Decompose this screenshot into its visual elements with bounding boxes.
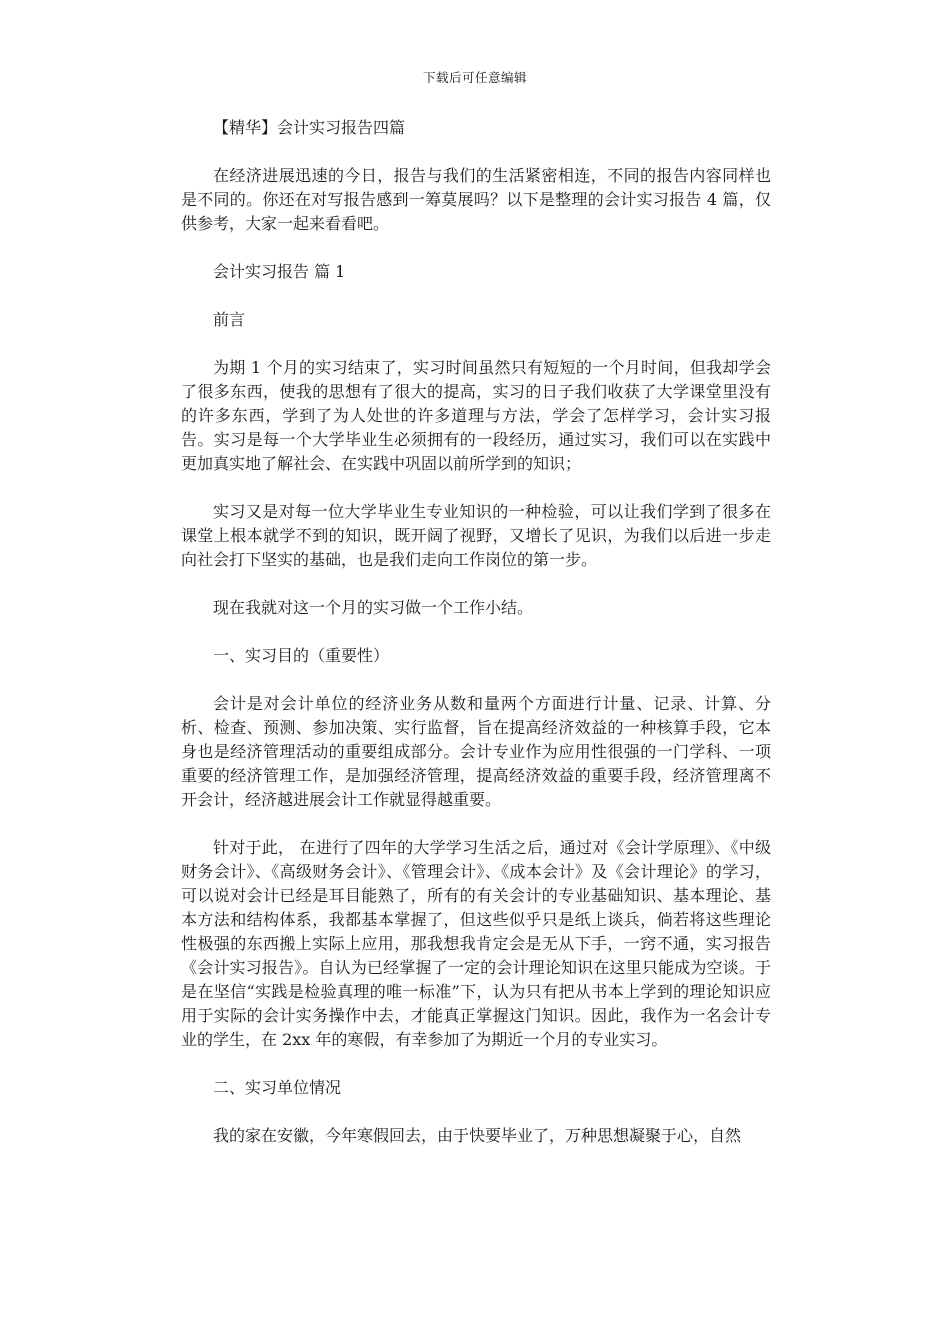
section-heading-unit: 二、实习单位情况 — [213, 1078, 342, 1097]
paragraph-unit-1: 我的家在安徽，今年寒假回去，由于快要毕业了，万种思想凝聚于心，自然 — [213, 1126, 742, 1145]
page-header-note: 下载后可任意编辑 — [422, 70, 527, 85]
paragraph-preface-1: 为期 1 个月的实习结束了，实习时间虽然只有短短的一个月时间，但我却学会了很多东西，使我的思想有了很大的提高，实习的日子我们收获了大学课堂里没有的许多东西，学到了为人处世的许多道理与方法，学会了怎样学习，会计实习报告。实习是每一个大学毕业生必须拥有的一段经历，通过实习，我们可以在实践中更加真实地了解社会、在实践中巩固以前所学到的知识； — [181, 358, 771, 473]
section-heading-preface: 前言 — [213, 310, 246, 329]
document-title: 【精华】会计实习报告四篇 — [213, 118, 406, 137]
section-heading-purpose: 一、实习目的（重要性） — [213, 646, 390, 665]
document-body — [181, 116, 771, 1172]
section-heading-report-1: 会计实习报告 篇 1 — [213, 262, 346, 281]
paragraph-purpose-2: 针对于此， 在进行了四年的大学学习生活之后，通过对《会计学原理》、《中级财务会计》、《高级财务会计》、《管理会计》、《成本会计》及《会计理论》的学习，可以说对会计已经是耳目能熟了，所有的有关会计的专业基础知识、基本理论、基本方法和结构体系，我都基本掌握了，但这些似乎只是纸上谈兵，倘若将这些理论性极强的东西搬上实际上应用，那我想我肯定会是无从下手，一窍不通，实习报告《会计实习报告》。自认为已经掌握了一定的会计理论知识在这里只能成为空谈。于是在坚信“实践是检验真理的唯一标准”下，认为只有把从书本上学到的理论知识应用于实际的会计实务操作中去，才能真正掌握这门知识。因此，我作为一名会计专业的学生，在 2xx 年的寒假，有幸参加了为期近一个月的专业实习。 — [181, 838, 771, 1049]
paragraph-preface-2: 实习又是对每一位大学毕业生专业知识的一种检验，可以让我们学到了很多在课堂上根本就学不到的知识，既开阔了视野，又增长了见识，为我们以后进一步走向社会打下坚实的基础，也是我们走向工作岗位的第一步。 — [181, 502, 771, 569]
paragraph-intro: 在经济进展迅速的今日，报告与我们的生活紧密相连，不同的报告内容同样也是不同的。你还在对写报告感到一筹莫展吗？以下是整理的会计实习报告 4 篇，仅供参考，大家一起来看看吧。 — [181, 166, 771, 233]
paragraph-purpose-1: 会计是对会计单位的经济业务从数和量两个方面进行计量、记录、计算、分析、检查、预测、参加决策、实行监督，旨在提高经济效益的一种核算手段，它本身也是经济管理活动的重要组成部分。会计专业作为应用性很强的一门学科、一项重要的经济管理工作，是加强经济管理，提高经济效益的重要手段，经济管理离不开会计，经济越进展会计工作就显得越重要。 — [181, 694, 771, 809]
paragraph-summary-intro: 现在我就对这一个月的实习做一个工作小结。 — [213, 598, 534, 617]
